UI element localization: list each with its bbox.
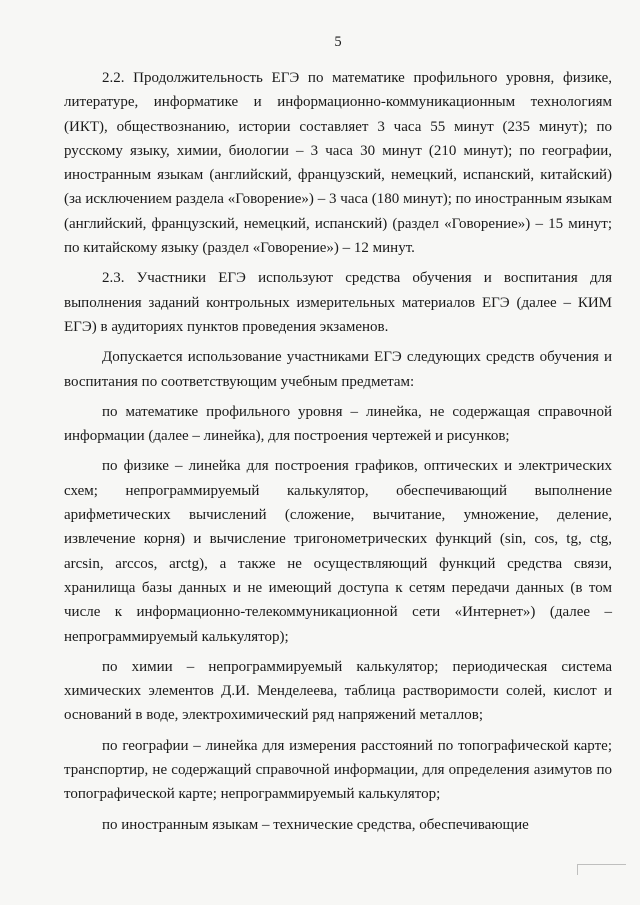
paragraph-physics: по физике – линейка для построения графиков, оптических и электрических схем; непрограммируемый калькулятор, обеспечивающий выполнение арифметических вычислений (сложение, вычитание, умножение, деление, извлечение корня) и вычисление тригонометрических функций (sin, cos, tg, ctg, arcsin, arccos, arctg), а также не осуществляющий функций средства связи, хранилища базы данных и не имеющий доступа к сетям передачи данных (в том числе к информационно-телекоммуникационной сети «Интернет») (далее – непрограммируемый калькулятор); [64,458,612,645]
paragraph-math: по математике профильного уровня – линейка, не содержащая справочной информации (далее – линейка), для построения чертежей и рисунков; [64,403,612,445]
paragraph-participants-means: 2.3. Участники ЕГЭ используют средства обучения и воспитания для выполнения заданий контрольных измерительных материалов ЕГЭ (далее – КИМ ЕГЭ) в аудиториях пунктов проведения экзаменов. [64,270,612,335]
paragraph-chemistry: по химии – непрограммируемый калькулятор; периодическая система химических элементов Д.И. Менделеева, таблица растворимости солей, кислот и оснований в воде, электрохимический ряд напряжений металлов; [64,658,612,724]
scan-corner-mark [577,864,626,875]
paragraph-allowed-means-intro: Допускается использование участниками ЕГЭ следующих средств обучения и воспитания по соответствующим учебным предметам: [64,349,612,390]
paragraph-foreign-languages: по иностранным языкам – технические средства, обеспечивающие [102,816,529,833]
paragraph-duration: 2.2. Продолжительность ЕГЭ по математике профильного уровня, физике, литературе, информатике и информационно-коммуникационным технологиям (ИКТ), обществознанию, истории составляет 3 часа 55 минут (235 минут); по русскому языку, химии, биологии – 3 часа 30 минут (210 минут); по географии, иностранным языкам (английский, французский, немецкий, испанский, китайский) (за исключением раздела «Говорение») – 3 часа (180 минут); по иностранным языкам (английский, французский, немецкий, испанский) (раздел «Говорение») – 15 минут; по китайскому языку (раздел «Говорение») – 12 минут. [64,70,612,257]
page-number: 5 [334,34,342,50]
paragraph-geography: по географии – линейка для измерения расстояний по топографической карте; транспортир, не содержащий справочной информации, для определения азимутов по топографической карте; непрограммируемый калькулятор; [64,737,612,803]
